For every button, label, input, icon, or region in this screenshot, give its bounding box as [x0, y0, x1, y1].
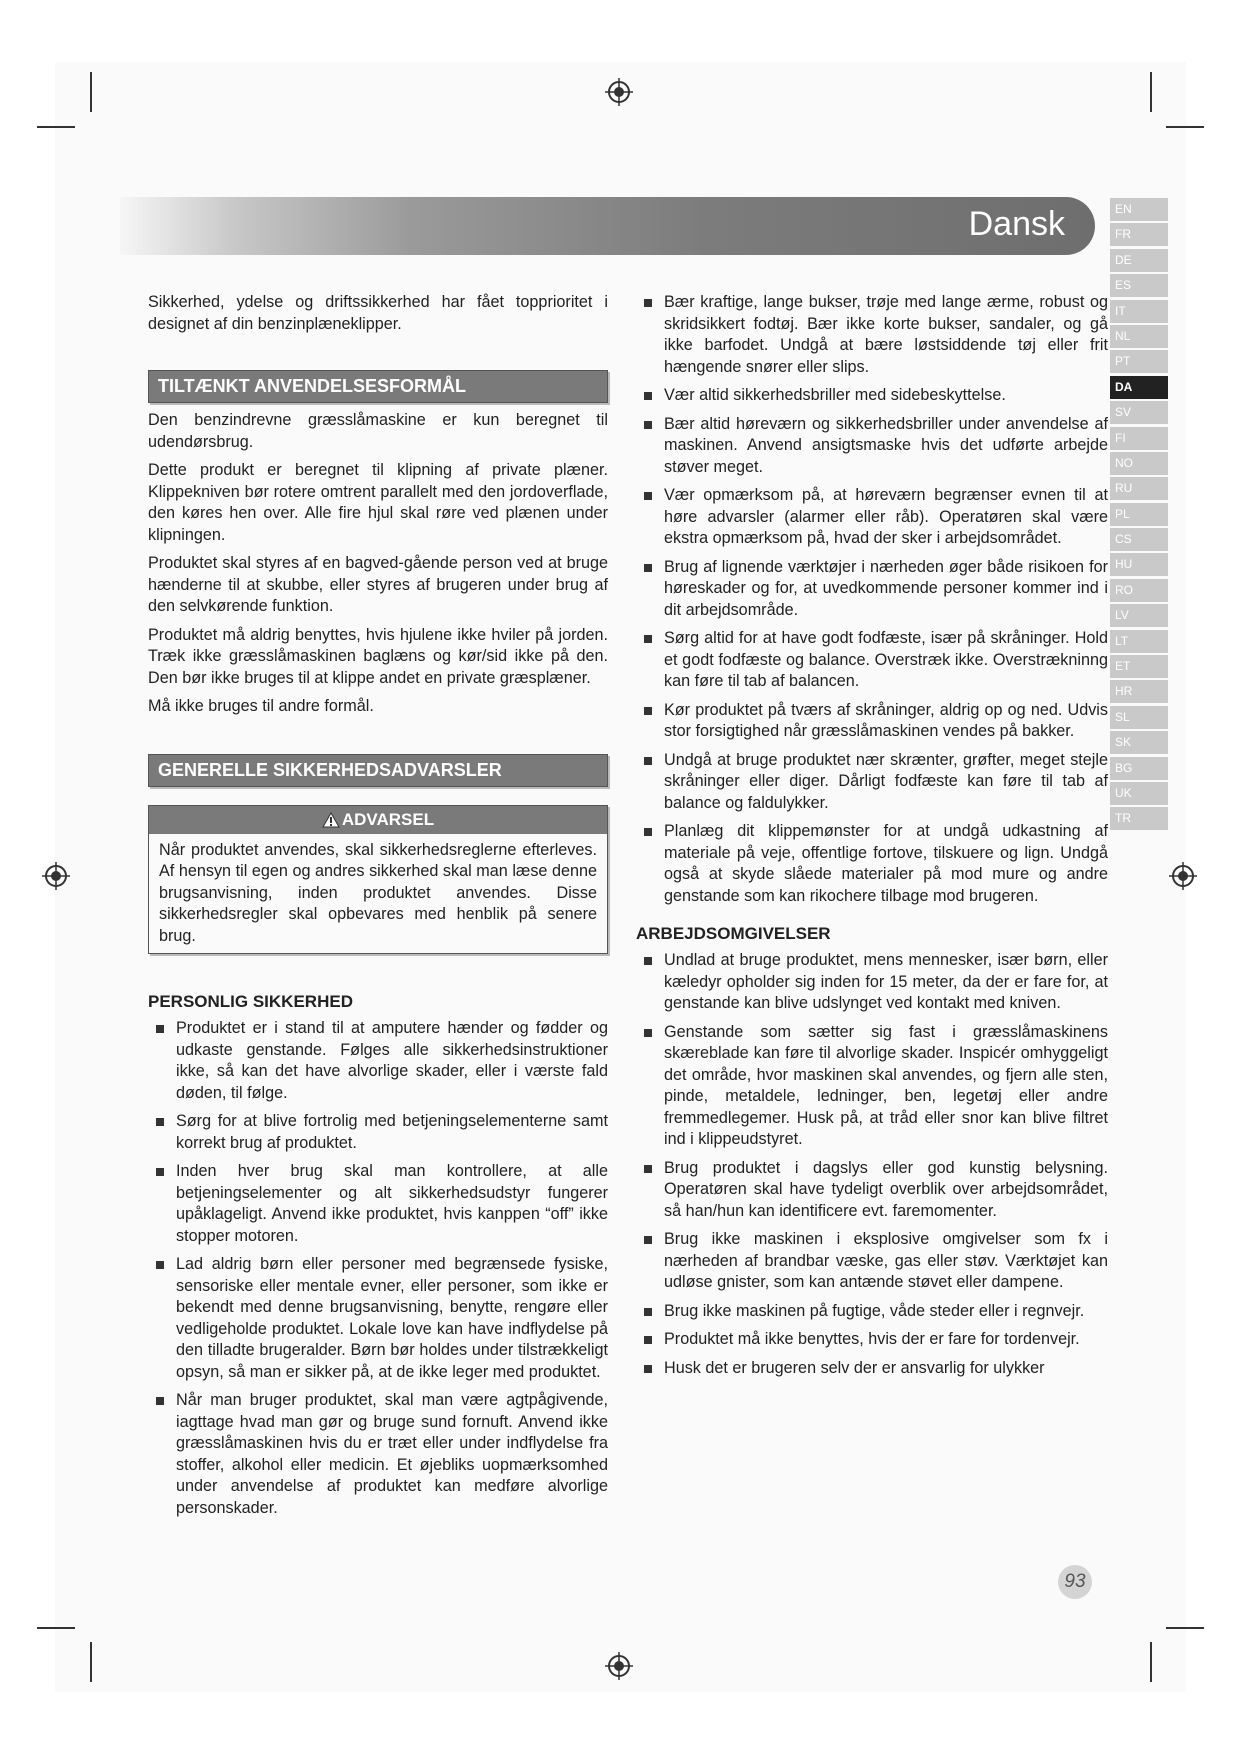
- list-item: [148, 1390, 608, 1519]
- list-item: [636, 1022, 1108, 1151]
- language-tab-et[interactable]: ET: [1110, 655, 1168, 678]
- list-item-text: Sørg altid for at have godt fodfæste, især på skråninger. Hold et godt fodfæste og balance. Overstræk ikke. Overstrækninng kan føre til tab af balancen.: [664, 629, 1108, 690]
- bullet-square-icon: [644, 707, 652, 715]
- warning-header: [149, 806, 607, 834]
- list-item-text: Brug af lignende værktøjer i nærheden øger både risikoen for høreskader og for, at uvedkommende personer kommer ind i dit arbejdsområde.: [664, 557, 1108, 619]
- list-item-text: Produktet er i stand til at amputere hænder og fødder og udkaste genstande. Følges alle sikkerhedsinstruktioner ikke, så kan det have alvorlige skader, eller i værste fald døden, til følge.: [176, 1019, 608, 1102]
- crop-mark: [1166, 126, 1204, 128]
- language-tab-hr[interactable]: HR: [1110, 680, 1168, 703]
- list-item: [636, 628, 1108, 693]
- list-item: [636, 1229, 1108, 1294]
- section-heading-intended-use: TILTÆNKT ANVENDELSESFORMÅL: [148, 370, 608, 403]
- bullet-square-icon: [644, 1029, 652, 1037]
- bullet-square-icon: [644, 564, 652, 572]
- list-item-text: Produktet må ikke benyttes, hvis der er fare for tordenvejr.: [664, 1330, 1080, 1348]
- warning-text: Når produktet anvendes, skal sikkerhedsreglerne efterleves. Af hensyn til egen og andres sikkerhed skal man læse denne brugsanvisning, inden produktet anvendes. Disse sikkerhedsregler skal opbevares med henblik på senere brug.: [159, 840, 597, 945]
- bullet-square-icon: [644, 1336, 652, 1344]
- language-tab-da[interactable]: DA: [1110, 376, 1168, 399]
- paragraph: Produktet må aldrig benyttes, hvis hjulene ikke hviler på jorden. Træk ikke græsslåmaskinen baglæns og kør/sid ikke på den. Den bør ikke bruges til at klippe andet en private græsplæner.: [148, 625, 608, 687]
- list-item: [636, 414, 1108, 479]
- list-item: [636, 1358, 1108, 1380]
- language-tab-de[interactable]: DE: [1110, 249, 1168, 272]
- language-tab-bg[interactable]: BG: [1110, 757, 1168, 780]
- list-item-text: Bær kraftige, lange bukser, trøje med lange ærme, robust og skridsikkert fodtøj. Bær ikke korte bukser, sandaler, og gå ikke barfodet. Undgå at bære løstsiddende tøj eller frit hængende snører eller slips.: [664, 293, 1108, 376]
- language-tab-lt[interactable]: LT: [1110, 630, 1168, 653]
- list-item-text: Lad aldrig børn eller personer med begrænsede fysiske, sensoriske eller mentale evner, eller personer, som ikke er bekendt med denne brugsanvisning, benytte, rengøre eller vedligeholde produktet. Lokale love kan have indflydelse på den tilladte brugeralder. Børn bør holdes under tilstrækkeligt opsyn, så man er sikker på, at de ikke leger med produktet.: [176, 1255, 608, 1381]
- bullet-square-icon: [156, 1397, 164, 1405]
- list-item: [636, 1329, 1108, 1351]
- crop-mark: [90, 1642, 92, 1682]
- language-tab-fi[interactable]: FI: [1110, 427, 1168, 450]
- list-item: [636, 292, 1108, 378]
- list-item: [636, 385, 1108, 407]
- list-item: [636, 1301, 1108, 1323]
- list-item-text: Brug produktet i dagslys eller god kunstig belysning. Operatøren skal have tydeligt overblik over arbejdsområdet, så han/hun kan identificere evt. faremomenter.: [664, 1158, 1108, 1220]
- list-item: [636, 950, 1108, 1015]
- right-column: [636, 292, 1108, 1386]
- list-item: [148, 1111, 608, 1154]
- registration-mark-icon: [604, 77, 634, 107]
- language-tab-it[interactable]: IT: [1110, 300, 1168, 323]
- registration-mark-icon: [41, 861, 71, 891]
- intro-text: Sikkerhed, ydelse og driftssikkerhed har fået topprioritet i designet af din benzinplæneklipper.: [148, 293, 608, 333]
- language-tab-no[interactable]: NO: [1110, 452, 1168, 475]
- bullet-square-icon: [644, 957, 652, 965]
- bullet-square-icon: [644, 1165, 652, 1173]
- bullet-square-icon: [644, 492, 652, 500]
- list-item-text: Brug ikke maskinen i eksplosive omgivelser som fx i nærheden af brandbar væske, gas eller støv. Værktøjet kan udløse gnister, som kan antænde støvet eller dampene.: [664, 1230, 1108, 1291]
- list-item: [148, 1161, 608, 1247]
- language-tab-uk[interactable]: UK: [1110, 782, 1168, 805]
- list-item-text: Brug ikke maskinen på fugtige, våde steder eller i regnvejr.: [664, 1301, 1085, 1320]
- bullet-square-icon: [644, 299, 652, 307]
- language-tab-sl[interactable]: SL: [1110, 706, 1168, 729]
- list-item: [636, 821, 1108, 907]
- list-item-text: Bær altid høreværn og sikkerhedsbriller under anvendelse af maskinen. Anvend ansigtsmaske hvis det udførte arbejde støver meget.: [664, 414, 1108, 476]
- bullet-list: [636, 292, 1108, 907]
- subheading-personal-safety: PERSONLIG SIKKERHED: [148, 992, 353, 1011]
- language-tab-es[interactable]: ES: [1110, 274, 1168, 297]
- crop-mark: [37, 126, 75, 128]
- crop-mark: [1166, 1627, 1204, 1629]
- list-item: [636, 700, 1108, 743]
- bullet-square-icon: [156, 1168, 164, 1176]
- crop-mark: [90, 72, 92, 112]
- list-item: [636, 1158, 1108, 1223]
- bullet-square-icon: [644, 392, 652, 400]
- bullet-square-icon: [644, 635, 652, 643]
- language-header-bar: [120, 197, 1095, 255]
- page-number: 93: [1058, 1565, 1092, 1599]
- language-tab-en[interactable]: EN: [1110, 198, 1168, 221]
- language-tab-ru[interactable]: RU: [1110, 477, 1168, 500]
- list-item-text: Sørg for at blive fortrolig med betjeningselementerne samt korrekt brug af produktet.: [176, 1112, 608, 1152]
- language-tab-ro[interactable]: RO: [1110, 579, 1168, 602]
- language-tab-nl[interactable]: NL: [1110, 325, 1168, 348]
- language-tab-pt[interactable]: PT: [1110, 350, 1168, 373]
- crop-mark: [1150, 72, 1152, 112]
- language-tab-lv[interactable]: LV: [1110, 604, 1168, 627]
- warning-title: ADVARSEL: [341, 809, 435, 829]
- paragraph: Produktet skal styres af en bagved-gående person ved at bruge hænderne til at skubbe, eller styres af brugeren under brug af den selvkørende funktion.: [148, 554, 608, 615]
- list-item: [148, 1254, 608, 1383]
- list-item-text: Når man bruger produktet, skal man være agtpågivende, iagttage hvad man gør og bruge sund fornuft. Anvend ikke græsslåmaskinen hvis du er træt eller under indflydelse fra stoffer, alkohol eller medicin. Et øjebliks uopmærksomhed under anvendelse af produktet kan medføre alvorlige personskader.: [176, 1391, 608, 1517]
- language-tab-cs[interactable]: CS: [1110, 528, 1168, 551]
- list-item: [636, 750, 1108, 815]
- page-title: Dansk: [968, 205, 1065, 243]
- list-item-text: Planlæg dit klippemønster for at undgå udkastning af materiale på veje, offentlige fortove, tilskuere og lign. Undgå også at skyde slåede materialer på mod mure og andre genstande som kan rikochere tilbage mod brugeren.: [664, 822, 1108, 905]
- paragraph: Må ikke bruges til andre formål.: [148, 697, 374, 715]
- list-item-text: Undlad at bruge produktet, mens mennesker, især børn, eller kæledyr opholder sig inden for 15 meter, da der er fare for, at genstande kan blive udslynget ved kontakt med kniven.: [664, 951, 1108, 1012]
- bullet-list: [636, 950, 1108, 1379]
- language-tab-sv[interactable]: SV: [1110, 401, 1168, 424]
- list-item-text: Husk det er brugeren selv der er ansvarlig for ulykker: [664, 1358, 1045, 1377]
- registration-mark-icon: [1168, 861, 1198, 891]
- subheading-work-environment: ARBEJDSOMGIVELSER: [636, 924, 831, 943]
- warning-triangle-icon: [322, 812, 340, 828]
- language-tab-pl[interactable]: PL: [1110, 503, 1168, 526]
- bullet-square-icon: [644, 828, 652, 836]
- bullet-list: [148, 1018, 608, 1519]
- bullet-square-icon: [156, 1118, 164, 1126]
- bullet-square-icon: [644, 1365, 652, 1373]
- paragraph: Dette produkt er beregnet til klipning af private plæner. Klippekniven bør rotere omtrent parallelt med den jordoverflade, den køres hen over. Alle fire hjul skal røre ved plænen under klipningen.: [148, 461, 608, 544]
- language-tab-fr[interactable]: FR: [1110, 223, 1168, 246]
- bullet-square-icon: [644, 757, 652, 765]
- bullet-square-icon: [644, 421, 652, 429]
- registration-mark-icon: [604, 1651, 634, 1681]
- left-column: [148, 292, 608, 1526]
- language-tab-sk[interactable]: SK: [1110, 731, 1168, 754]
- paragraph: Den benzindrevne græsslåmaskine er kun beregnet til udendørsbrug.: [148, 411, 608, 451]
- list-item: [148, 1018, 608, 1104]
- section-heading-general-safety: GENERELLE SIKKERHEDSADVARSLER: [148, 754, 608, 787]
- bullet-square-icon: [644, 1308, 652, 1316]
- list-item: [636, 557, 1108, 622]
- bullet-square-icon: [156, 1261, 164, 1269]
- list-item: [636, 485, 1108, 550]
- crop-mark: [37, 1627, 75, 1629]
- language-tab-tr[interactable]: TR: [1110, 807, 1168, 830]
- language-tabs: [1110, 198, 1168, 833]
- crop-mark: [1150, 1642, 1152, 1682]
- list-item-text: Kør produktet på tværs af skråninger, aldrig op og ned. Udvis stor forsigtighed når græsslåmaskinen vendes på bakker.: [664, 700, 1108, 740]
- list-item-text: Inden hver brug skal man kontrollere, at alle betjeningselementer og alt sikkerhedsudstyr fungerer upåklageligt. Anvend ikke produktet, hvis kanppen “off” ikke stopper motoren.: [176, 1162, 608, 1245]
- list-item-text: Vær opmærksom på, at høreværn begrænser evnen til at høre advarsler (alarmer eller råb). Operatøren skal være ekstra opmærksom på, hvad der sker i arbejdsområdet.: [664, 486, 1108, 547]
- language-tab-hu[interactable]: HU: [1110, 553, 1168, 576]
- warning-box: [148, 805, 608, 955]
- bullet-square-icon: [644, 1236, 652, 1244]
- bullet-square-icon: [156, 1025, 164, 1033]
- list-item-text: Undgå at bruge produktet nær skrænter, grøfter, meget stejle skråninger eller diger. Dårligt fodfæste kan føre til tab af balance og faldulykker.: [664, 750, 1108, 812]
- list-item-text: Vær altid sikkerhedsbriller med sidebeskyttelse.: [664, 386, 1006, 404]
- list-item-text: Genstande som sætter sig fast i græsslåmaskinens skæreblade kan føre til alvorlige skader. Inspicér omhyggeligt det område, hvor maskinen skal anvendes, og fjern alle sten, pinde, metaldele, ledninger, ben, legetøj eller andre fremmedlegemer. Husk på, at tråd eller snor kan blive filtret ind i klippeudstyret.: [664, 1022, 1108, 1148]
